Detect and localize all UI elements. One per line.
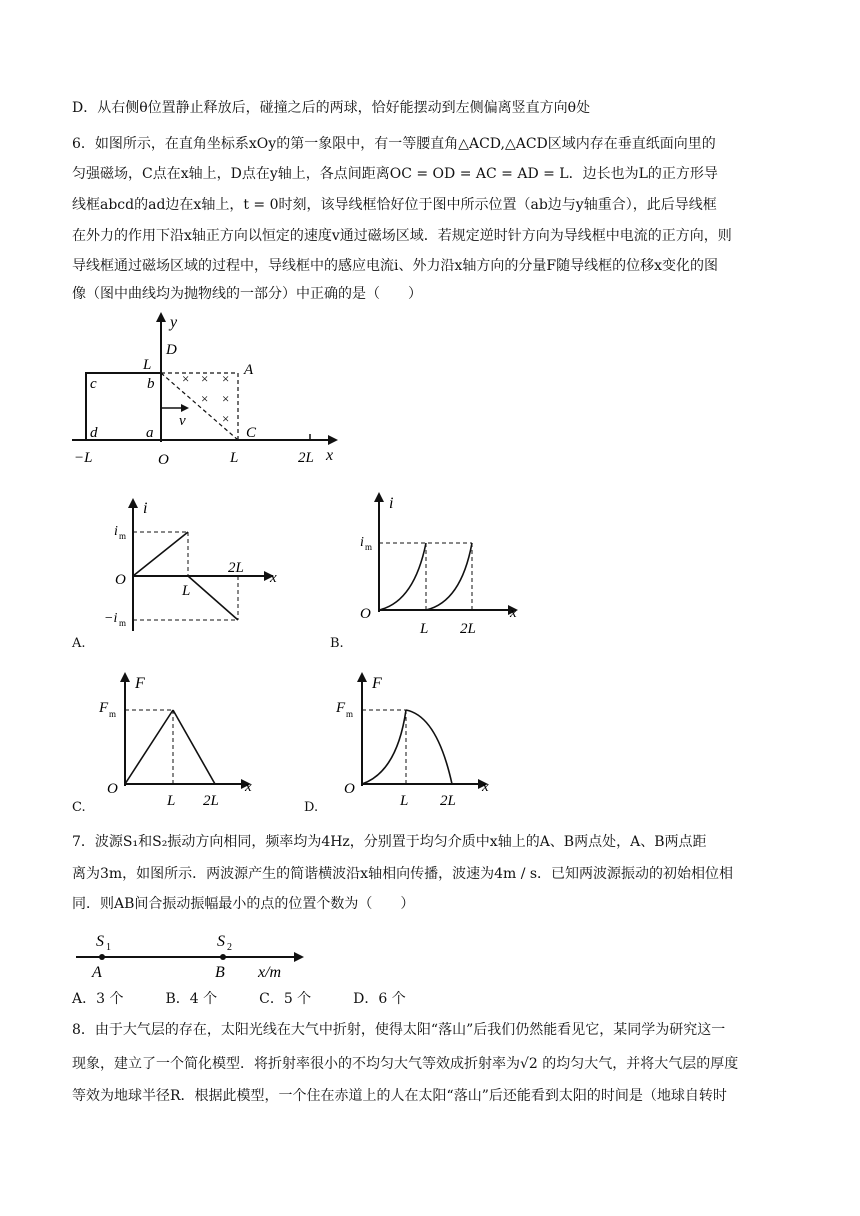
origin-label: O xyxy=(115,572,126,588)
i-axis-label: i xyxy=(143,500,148,517)
question-8-line-2: 现象，建立了一个简化模型．将折射率很小的不均匀大气等效成折射率为√2 的均匀大气，并将大气层的厚度 xyxy=(72,1056,739,1072)
2l-tick-label: 2L xyxy=(440,793,456,809)
f-axis-label: F xyxy=(372,675,382,692)
question-6-line-2: 匀强磁场，C点在x轴上，D点在y轴上，各点间距离OC = OD = AC = AD = L．边长也为L的正方形导 xyxy=(72,166,718,182)
2l-tick-label: 2L xyxy=(460,621,476,637)
magnetic-field-cross: × xyxy=(222,411,230,426)
source-s2-subscript: 2 xyxy=(227,942,232,953)
origin-label: O xyxy=(360,606,371,622)
fm-label: F xyxy=(99,700,109,716)
frame-b-label: b xyxy=(147,376,155,392)
l-tick-label: L xyxy=(420,621,429,637)
question-7-options: A．3 个 B．4 个 C．5 个 D．6 个 xyxy=(72,991,406,1007)
question-6-main-figure xyxy=(70,310,350,470)
height-l-label: L xyxy=(143,357,152,373)
l-tick-label: L xyxy=(182,583,191,599)
2l-tick-label: 2L xyxy=(298,450,314,466)
2l-tick-label: 2L xyxy=(203,793,219,809)
fm-subscript: m xyxy=(346,709,354,719)
l-tick-label: L xyxy=(167,793,176,809)
magnetic-field-cross: × xyxy=(201,391,209,406)
im-label: i xyxy=(360,535,364,550)
velocity-label: v xyxy=(179,413,186,429)
question-6-line-3: 线框abcd的ad边在x轴上，t = 0时刻，该导线框恰好位于图中所示位置（ab边与y轴重合），此后导线框 xyxy=(72,197,717,213)
question-8-line-1: 8．由于大气层的存在，太阳光线在大气中折射，使得太阳“落山”后我们仍然能看见它，某同学为研究这一 xyxy=(72,1022,726,1038)
x-axis-label: x xyxy=(482,779,489,795)
neg-im-label: −i xyxy=(104,611,118,626)
neg-im-subscript: m xyxy=(119,618,127,628)
question-7-line-3: 同．则AB间合振动振幅最小的点的位置个数为（ ） xyxy=(72,896,415,912)
question-6-line-5: 导线框通过磁场区域的过程中，导线框中的感应电流i、外力沿x轴方向的分量F随导线框的位移x变化的图 xyxy=(72,258,718,274)
option-b-graph xyxy=(354,490,529,640)
i-axis-label: i xyxy=(389,495,394,512)
question-6-line-6: 像（图中曲线均为抛物线的一部分）中正确的是（ ） xyxy=(72,286,422,302)
question-6-line-4: 在外力的作用下沿x轴正方向以恒定的速度v通过磁场区域．若规定逆时针方向为导线框中电流的正方向，则 xyxy=(72,228,732,244)
source-s2-label: S xyxy=(217,933,225,950)
2l-tick-label: 2L xyxy=(228,560,244,576)
neg-l-label: −L xyxy=(74,450,93,466)
point-b-label: B xyxy=(215,964,225,981)
f-axis-label: F xyxy=(135,675,145,692)
l-tick-label: L xyxy=(230,450,239,466)
origin-label: O xyxy=(158,452,169,468)
magnetic-field-cross: × xyxy=(222,391,230,406)
x-axis-label: x xyxy=(270,570,277,586)
x-axis-label: x xyxy=(326,447,334,464)
x-axis-label: x xyxy=(510,605,517,621)
option-d-graph xyxy=(332,670,502,810)
option-d-prev-question: D．从右侧θ位置静止释放后，碰撞之后的两球，恰好能摆动到左侧偏离竖直方向θ处 xyxy=(72,100,591,116)
option-a-graph xyxy=(100,496,290,641)
l-tick-label: L xyxy=(400,793,409,809)
frame-c-label: c xyxy=(90,376,97,392)
question-6-line-1: 6．如图所示，在直角坐标系xOy的第一象限中，有一等腰直角△ACD,△ACD区域内存在垂直纸面向里的 xyxy=(72,136,716,152)
magnetic-field-cross: × xyxy=(222,371,230,386)
im-subscript: m xyxy=(365,542,373,552)
option-b-label: B. xyxy=(330,636,344,651)
option-a-label: A. xyxy=(72,636,86,651)
option-c-graph xyxy=(95,670,265,810)
x-axis-label: x xyxy=(245,779,252,795)
origin-label: O xyxy=(107,781,118,797)
question-7-line-2: 离为3m，如图所示．两波源产生的简谐横波沿x轴相向传播，波速为4m / s．已知两波源振动的初始相位相 xyxy=(72,866,734,882)
source-s1-label: S xyxy=(96,933,104,950)
point-a-label: A xyxy=(92,964,102,981)
frame-d-label: d xyxy=(90,425,98,441)
fm-subscript: m xyxy=(109,709,117,719)
option-d-label: D. xyxy=(304,800,319,815)
y-axis-label: y xyxy=(170,314,178,331)
magnetic-field-cross: × xyxy=(201,371,209,386)
point-d-label: D xyxy=(166,342,177,358)
im-subscript: m xyxy=(119,531,127,541)
origin-label: O xyxy=(344,781,355,797)
option-c-label: C. xyxy=(72,800,86,815)
source-s1-subscript: 1 xyxy=(106,942,111,953)
question-7-line-1: 7．波源S₁和S₂振动方向相同，频率均为4Hz，分别置于均匀介质中x轴上的A、B两点处，A、B两点距 xyxy=(72,834,707,850)
question-7-figure xyxy=(72,924,312,986)
magnetic-field-cross: × xyxy=(182,371,190,386)
im-label: i xyxy=(114,524,118,539)
frame-a-label: a xyxy=(146,425,154,441)
question-8-line-3: 等效为地球半径R．根据此模型，一个住在赤道上的人在太阳“落山”后还能看到太阳的时间是（地球自转时 xyxy=(72,1088,727,1104)
fm-label: F xyxy=(336,700,346,716)
axis-unit-label: x/m xyxy=(258,964,282,981)
point-a-label: A xyxy=(244,362,254,378)
point-c-label: C xyxy=(246,425,257,441)
